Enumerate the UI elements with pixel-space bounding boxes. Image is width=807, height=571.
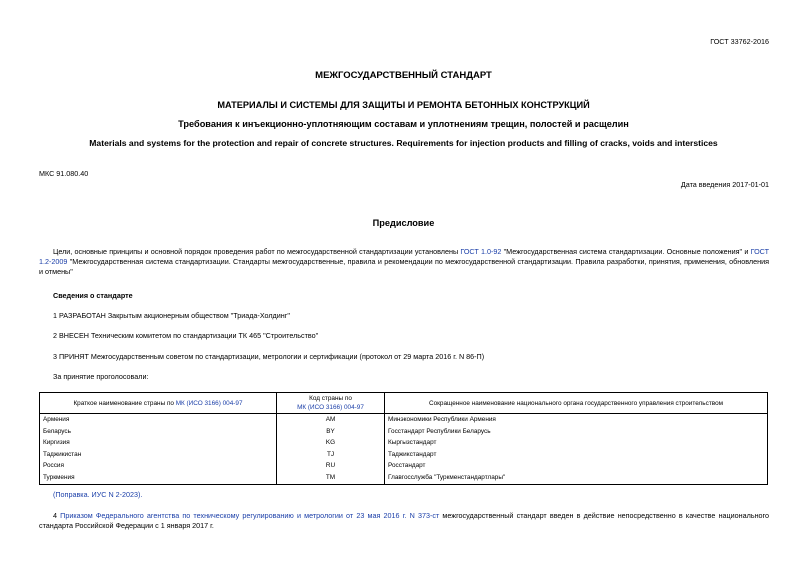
table-row <box>40 472 768 484</box>
mk-iso-3166-link[interactable]: МК (ИСО 3166) 004-97 <box>175 399 243 407</box>
foreword-text-part: "Межгосударственная система стандартизации. Стандарты межгосударственные, правила и рекомендации по межгосударственной стандартизации. Правила разработки, принятия, применения, обновления и отмены" <box>39 257 769 276</box>
column-header-body: Сокращенное наименование национального органа государственного управления строительством <box>385 393 768 414</box>
gost-number: ГОСТ 33762-2016 <box>710 37 769 46</box>
code-cell: BY <box>277 426 385 438</box>
country-cell: Таджикистан <box>40 449 277 461</box>
country-cell: Россия <box>40 460 277 472</box>
gost-1-2-2009-link[interactable]: ГОСТ 1.2-2009 <box>39 247 769 266</box>
column-header-country <box>40 393 277 414</box>
header-text: Краткое наименование страны по <box>73 399 176 407</box>
gost-1-0-92-link[interactable]: ГОСТ 1.0-92 <box>460 247 502 256</box>
standard-type-heading: МЕЖГОСУДАРСТВЕННЫЙ СТАНДАРТ <box>315 70 492 81</box>
code-cell: TJ <box>277 449 385 461</box>
country-cell: Киргизия <box>40 437 277 449</box>
header-text: Код страны по <box>309 395 352 402</box>
foreword-heading: Предисловие <box>372 218 435 228</box>
country-cell: Туркмения <box>40 472 277 484</box>
code-cell: RU <box>277 460 385 472</box>
item-adopted: 3 ПРИНЯТ Межгосударственным советом по стандартизации, метрологии и сертификации (протокол от 29 марта 2016 г. N 86-П) <box>53 352 485 361</box>
table-row <box>40 449 768 461</box>
introduction-date: Дата введения 2017-01-01 <box>680 180 769 189</box>
standard-info-heading: Сведения о стандарте <box>53 291 133 300</box>
document-title: МАТЕРИАЛЫ И СИСТЕМЫ ДЛЯ ЗАЩИТЫ И РЕМОНТА БЕТОННЫХ КОНСТРУКЦИЙ <box>217 100 590 110</box>
english-title: Materials and systems for the protection and repair of concrete structures. Requirements for injection products and filling of cracks, voids and interstices <box>89 138 718 148</box>
code-cell: TM <box>277 472 385 484</box>
body-cell: Главгосслужба "Туркменстандартлары" <box>385 472 768 484</box>
code-cell: AM <box>277 414 385 426</box>
mk-iso-3166-link[interactable]: МК (ИСО 3166) 004-97 <box>297 404 364 411</box>
voting-countries-table <box>39 392 768 485</box>
country-cell: Армения <box>40 414 277 426</box>
document-subtitle: Требования к инъекционно-уплотняющим составам и уплотнениям трещин, полостей и расщелин <box>178 119 629 129</box>
body-cell: Кыргызстандарт <box>385 437 768 449</box>
body-cell: Росстандарт <box>385 460 768 472</box>
item-text: межгосударственный стандарт введен в действие непосредственно в качестве национального стандарта Российской Федерации с 1 января 2017 г. <box>39 511 769 530</box>
item-introduced: 2 ВНЕСЕН Техническим комитетом по стандартизации ТК 465 "Строительство" <box>53 331 319 340</box>
country-cell: Беларусь <box>40 426 277 438</box>
body-cell: Таджикстандарт <box>385 449 768 461</box>
table-row <box>40 460 768 472</box>
body-cell: Минэкономики Республики Армения <box>385 414 768 426</box>
item-approved <box>39 511 769 531</box>
rosstandart-order-link[interactable]: Приказом Федерального агентства по техническому регулированию и метрологии от 23 мая 2016 г. N 373-ст <box>60 511 440 520</box>
body-cell: Госстандарт Республики Беларусь <box>385 426 768 438</box>
mks-code: МКС 91.080.40 <box>39 169 89 178</box>
table-header-row <box>40 393 768 414</box>
voted-label: За принятие проголосовали: <box>53 372 149 381</box>
table-row <box>40 437 768 449</box>
foreword-text-part: Цели, основные принципы и основной порядок проведения работ по межгосударственной стандартизации установлены <box>53 247 461 256</box>
column-header-code <box>277 393 385 414</box>
table-row <box>40 426 768 438</box>
foreword-paragraph <box>39 247 769 277</box>
table-row <box>40 414 768 426</box>
item-developed: 1 РАЗРАБОТАН Закрытым акционерным обществом "Триада-Холдинг" <box>53 311 290 320</box>
code-cell: KG <box>277 437 385 449</box>
foreword-text-part: "Межгосударственная система стандартизации. Основные положения" и <box>501 247 751 256</box>
amendment-link[interactable]: (Поправка. ИУС N 2-2023). <box>53 490 143 499</box>
item-number: 4 <box>53 511 61 520</box>
